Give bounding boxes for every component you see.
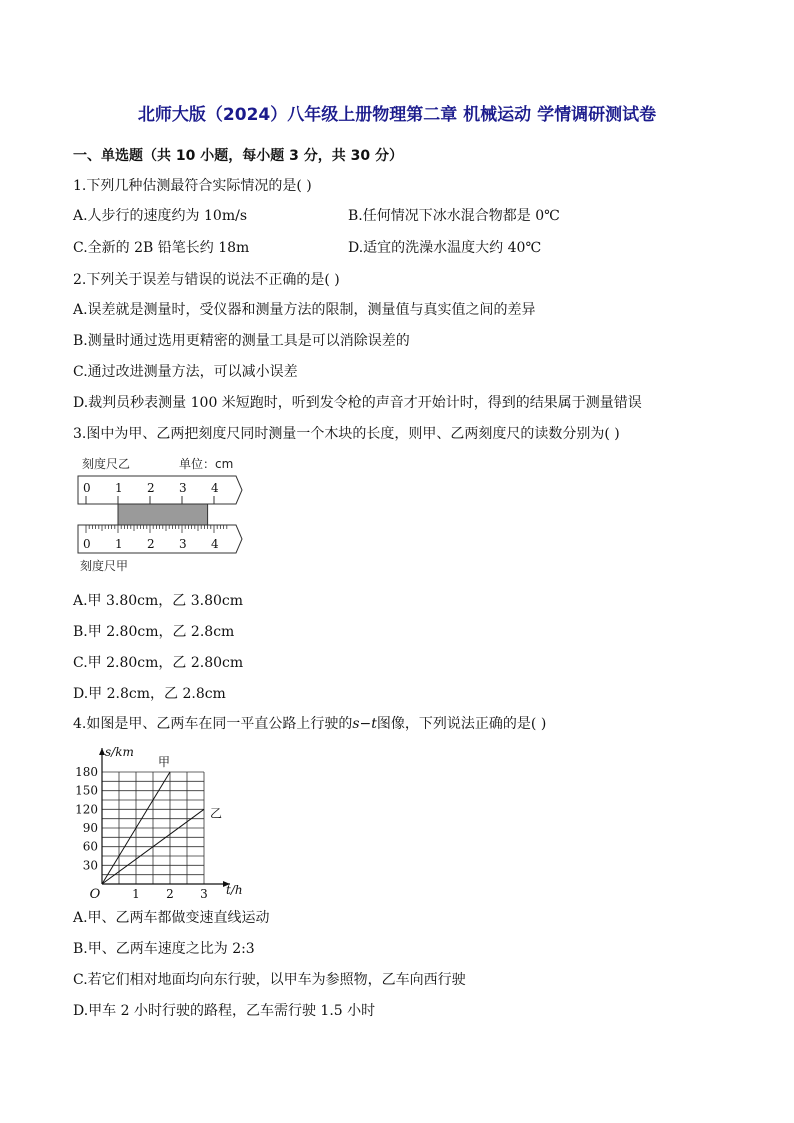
x-axis-label: t/h <box>226 883 243 897</box>
y-axis-label: s/km <box>105 745 134 759</box>
question-4-option-c[interactable]: C.若它们相对地面均向东行驶，以甲车为参照物，乙车向西行驶 <box>73 972 466 988</box>
ruler-bottom-label: 刻度尺甲 <box>80 559 129 573</box>
question-2-option-c[interactable]: C.通过改进测量方法，可以减小误差 <box>73 364 298 380</box>
question-4-option-d[interactable]: D.甲车 2 小时行驶的路程，乙车需行驶 1.5 小时 <box>73 1003 376 1019</box>
y-tick-label: 120 <box>75 802 98 817</box>
origin-label: O <box>89 887 101 898</box>
y-tick-label: 60 <box>82 839 98 854</box>
page-title: 北师大版（2024）八年级上册物理第二章 机械运动 学情调研测试卷 <box>137 105 657 125</box>
question-4-stem-pre: 4.如图是甲、乙两车在同一平直公路上行驶的 <box>73 716 353 732</box>
ruler-bottom-tick-label: 4 <box>211 537 219 551</box>
series-label: 甲 <box>158 755 171 769</box>
ruler-top-tick-label: 1 <box>115 481 123 495</box>
question-4-stem-var: s−t <box>352 716 377 732</box>
question-3-option-c[interactable]: C.甲 2.80cm，乙 2.80cm <box>73 655 244 671</box>
ruler-top-tick-label: 4 <box>211 481 219 495</box>
question-2-option-d[interactable]: D.裁判员秒表测量 100 米短跑时，听到发令枪的声音才开始计时，得到的结果属于测量错误 <box>73 395 642 411</box>
s-t-chart <box>70 742 260 898</box>
ruler-bottom-tick-label: 1 <box>115 537 123 551</box>
question-3-option-a[interactable]: A.甲 3.80cm，乙 3.80cm <box>73 593 244 609</box>
question-4-option-b[interactable]: B.甲、乙两车速度之比为 2:3 <box>73 941 255 957</box>
question-2-stem: 2.下列关于误差与错误的说法不正确的是( ) <box>73 272 340 288</box>
question-1-option-d[interactable]: D.适宜的洗澡水温度大约 40℃ <box>348 240 542 256</box>
ruler-bottom-tick-label: 3 <box>179 537 187 551</box>
ruler-top-tick-label: 3 <box>179 481 187 495</box>
question-1-option-a[interactable]: A.人步行的速度约为 10m/s <box>73 208 248 224</box>
question-2-option-a[interactable]: A.误差就是测量时，受仪器和测量方法的限制，测量值与真实值之间的差异 <box>73 302 536 318</box>
y-tick-label: 180 <box>75 765 98 779</box>
question-3-option-b[interactable]: B.甲 2.80cm，乙 2.8cm <box>73 624 235 640</box>
wooden-block <box>118 504 208 525</box>
ruler-top-tick-label: 0 <box>83 481 91 495</box>
question-1-option-c[interactable]: C.全新的 2B 铅笔长约 18m <box>73 240 250 256</box>
question-4-stem <box>73 714 546 734</box>
question-4-stem-post: 图像，下列说法正确的是( ) <box>376 716 547 732</box>
ruler-bottom-tick-label: 0 <box>83 537 91 551</box>
unit-label: 单位：cm <box>179 457 234 471</box>
ruler-top-tick-label: 2 <box>147 481 155 495</box>
question-1-option-b[interactable]: B.任何情况下冰水混合物都是 0℃ <box>348 208 560 224</box>
ruler-top-label: 刻度尺乙 <box>82 457 131 471</box>
x-tick-label: 1 <box>132 887 140 898</box>
question-3-option-d[interactable]: D.甲 2.8cm，乙 2.8cm <box>73 686 226 702</box>
y-tick-label: 90 <box>82 821 98 835</box>
ruler-figure <box>76 452 252 578</box>
y-tick-label: 150 <box>75 783 98 798</box>
question-4-option-a[interactable]: A.甲、乙两车都做变速直线运动 <box>73 910 270 926</box>
question-2-option-b[interactable]: B.测量时通过选用更精密的测量工具是可以消除误差的 <box>73 333 410 349</box>
x-tick-label: 3 <box>200 887 208 898</box>
y-tick-label: 30 <box>82 858 98 873</box>
question-3-stem: 3.图中为甲、乙两把刻度尺同时测量一个木块的长度，则甲、乙两刻度尺的读数分别为( ) <box>73 426 620 442</box>
series-label: 乙 <box>210 806 223 821</box>
question-1-stem: 1.下列几种估测最符合实际情况的是( ) <box>73 178 312 194</box>
x-tick-label: 2 <box>166 887 174 898</box>
ruler-bottom-tick-label: 2 <box>147 537 155 551</box>
chart-grid <box>102 772 204 884</box>
section-heading: 一、单选题（共 10 小题，每小题 3 分，共 30 分） <box>73 148 403 164</box>
